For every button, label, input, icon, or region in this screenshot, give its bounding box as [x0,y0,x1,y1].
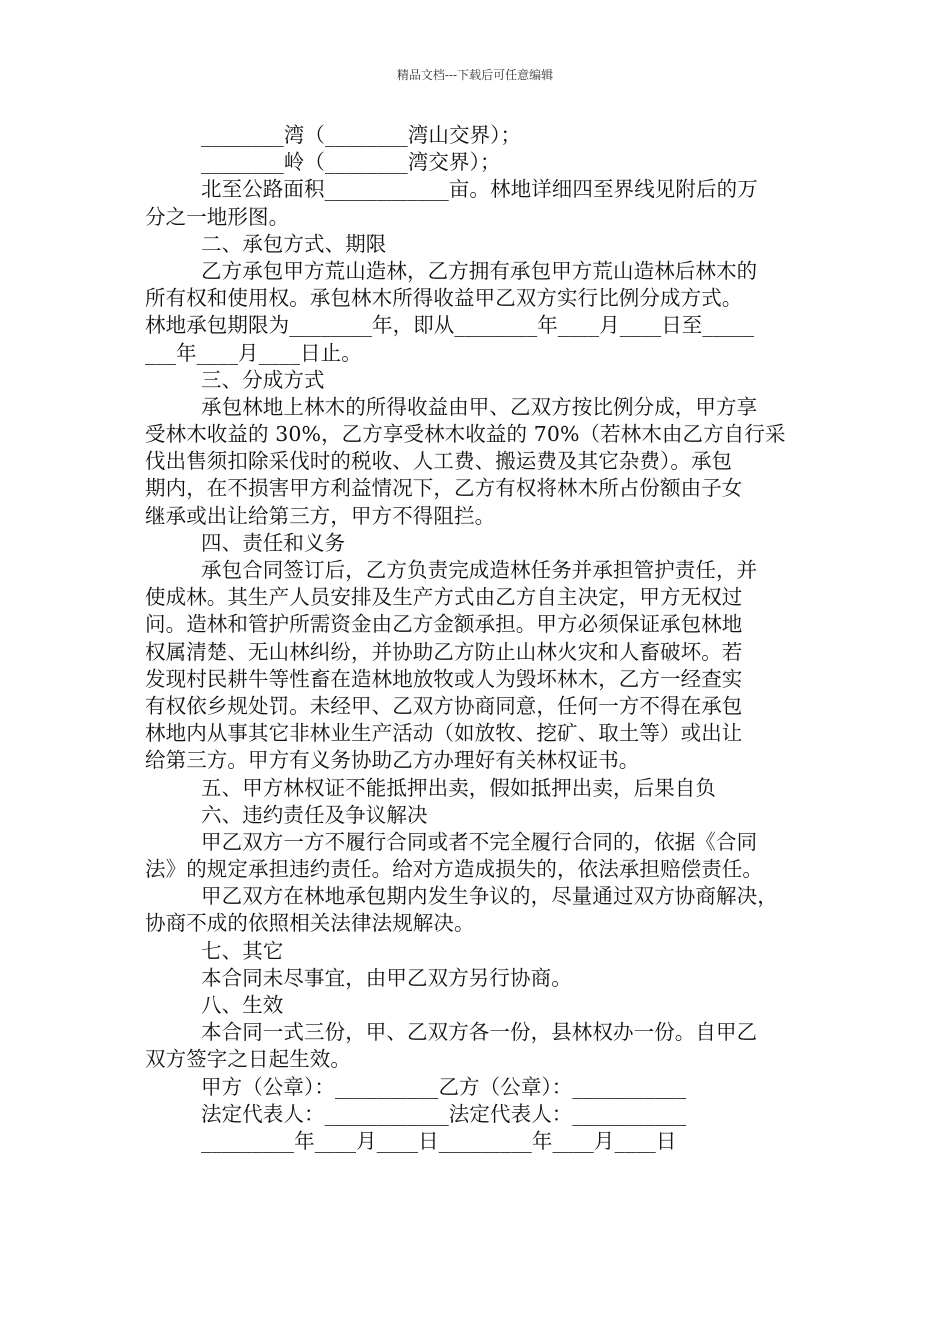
text-line: 四、责任和义务 [201,530,346,555]
text-line: 使成林。其生产人员安排及生产方式由乙方自主决定，甲方无权过 [145,585,743,610]
text-line: ________湾（________湾山交界）； [201,123,522,147]
text-line: 乙方承包甲方荒山造林，乙方拥有承包甲方荒山造林后林木的 [201,258,758,283]
text-line: 林地内从事其它非林业生产活动（如放牧、挖矿、取土等）或出让 [145,721,743,746]
text-line: 八、生效 [201,993,284,1017]
text-line: 所有权和使用权。承包林木所得收益甲乙双方实行比例分成方式。 [145,286,743,311]
text-line: ___年____月____日止。 [145,340,362,365]
text-line: 承包林地上林木的所得收益由甲、乙双方按比例分成，甲方享 [201,394,758,419]
text-line: 本合同未尽事宜，由甲乙双方另行协商。 [201,965,572,990]
text-line: 承包合同签订后，乙方负责完成造林任务并承担管护责任，并 [201,558,758,582]
text-line: 继承或出让给第三方，甲方不得阻拦。 [145,503,496,528]
contract-body [145,122,807,1155]
text-line: 期内，在不损害甲方利益情况下，乙方有权将林木所占份额由子女 [145,476,743,501]
text-line: 北至公路面积____________亩。林地详细四至界线见附后的万 [201,177,758,202]
text-line: 本合同一式三份，甲、乙双方各一份，县林权办一份。自甲乙 [201,1020,758,1045]
text-line: 林地承包期限为________年，即从________年____月____日至_____ [145,313,755,338]
text-line: ________岭（________湾交界）； [201,150,501,175]
text-line: 有权依乡规处罚。未经甲、乙双方协商同意，任何一方不得在承包 [145,693,743,718]
text-line: 给第三方。甲方有义务协助乙方办理好有关林权证书。 [145,748,640,773]
text-line: 六、违约责任及争议解决 [201,802,428,827]
page-header: 精品文档---下载后可任意编辑 [396,68,554,82]
text-line: 二、承包方式、期限 [201,231,387,256]
text-line: 甲方（公章）：__________乙方（公章）：___________ [201,1074,687,1099]
text-line: 法》的规定承担违约责任。给对方造成损失的，依法承担赔偿责任。 [145,857,763,882]
text-line: 伐出售须扣除采伐时的税收、人工费、搬运费及其它杂费）。承包 [145,449,733,474]
text-line: 协商不成的依照相关法律法规解决。 [145,911,475,936]
text-line: 法定代表人：____________法定代表人：___________ [201,1101,687,1126]
text-line: _________年____月____日_________年____月____日 [201,1128,677,1153]
text-line: 分之一地形图。 [145,204,290,229]
text-line: 五、甲方林权证不能抵押出卖，假如抵押出卖，后果自负 [201,775,716,800]
text-line: 甲乙双方在林地承包期内发生争议的，尽量通过双方协商解决， [201,884,778,909]
text-line: 受林木收益的 30%，乙方享受林木收益的 70%（若林木由乙方自行采 [145,422,786,447]
text-line: 发现村民耕牛等性畜在造林地放牧或人为毁坏林木，乙方一经查实 [145,666,743,691]
text-line: 甲乙双方一方不履行合同或者不完全履行合同的，依据《合同 [201,829,758,854]
text-line: 问。造林和管护所需资金由乙方金额承担。甲方必须保证承包林地 [145,612,743,637]
text-line: 双方签字之日起生效。 [145,1047,351,1072]
text-line: 权属清楚、无山林纠纷，并协助乙方防止山林火灾和人畜破坏。若 [145,639,743,664]
text-line: 三、分成方式 [201,367,325,392]
text-line: 七、其它 [201,938,284,963]
